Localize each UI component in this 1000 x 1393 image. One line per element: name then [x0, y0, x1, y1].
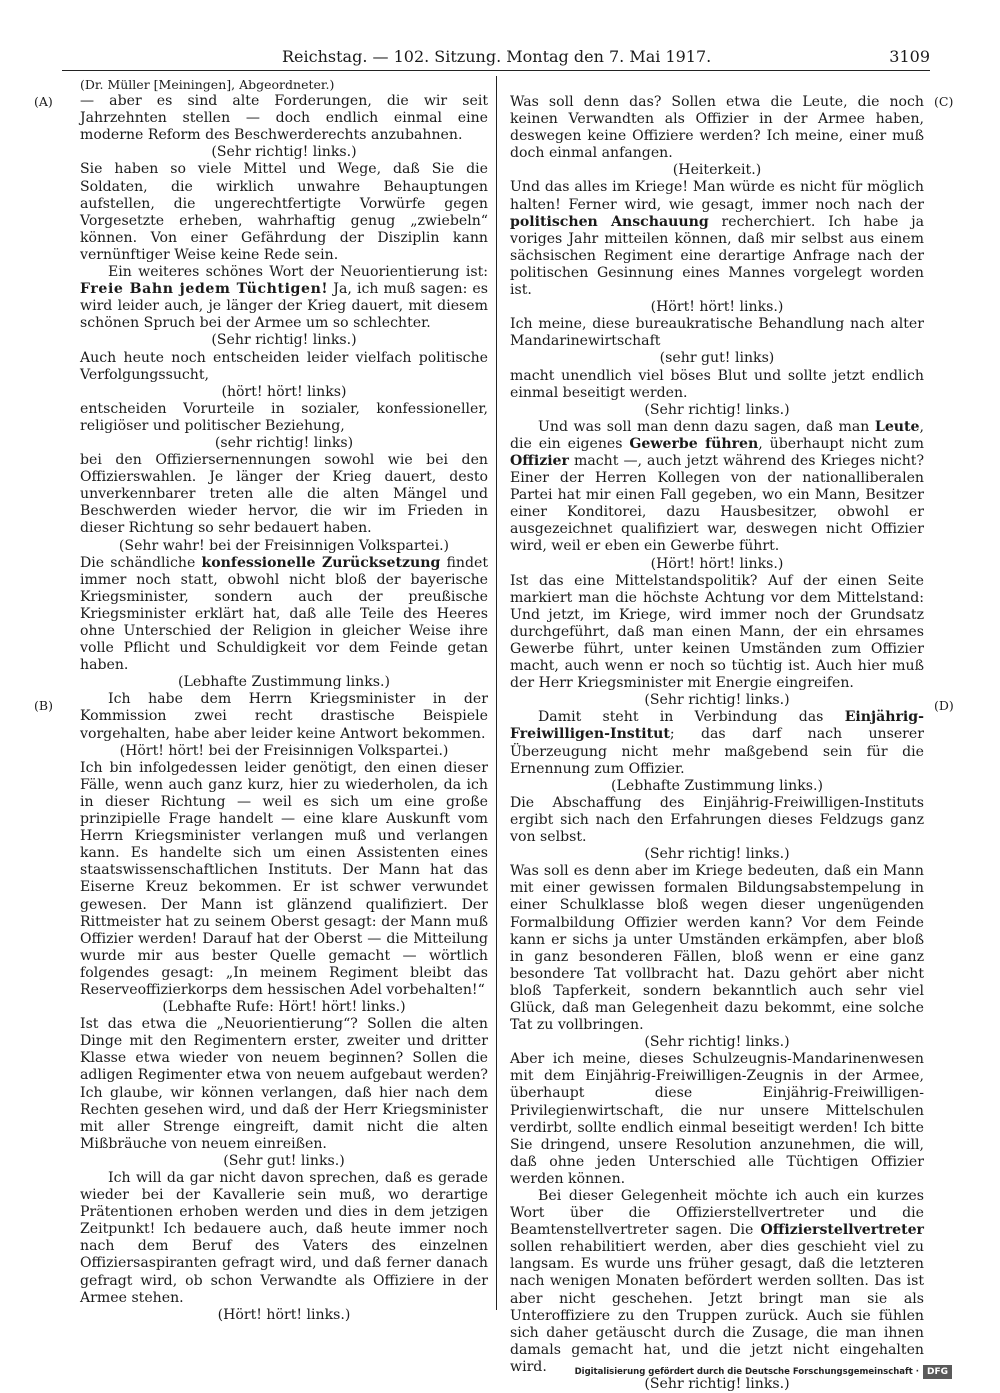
- text-run: Bei dieser Gelegenheit möchte ich auch ein kurzes Wort über die Offizierstellvertreter und die Beamtenstellvertreter sagen. Die: [510, 1188, 924, 1239]
- interjection: (Sehr richtig! links.): [211, 332, 357, 349]
- text-run: , die ein eigenes: [510, 418, 924, 452]
- paragraph: [510, 179, 924, 299]
- page-header: [62, 45, 930, 69]
- interjection: (Lebhafte Rufe: Hört! hört! links.): [162, 999, 406, 1016]
- text-run: Ja, ich muß sagen: es wird leider auch, je länger der Krieg dauert, mit diesem schönen Spruch bei der Armee um so schlechter.: [80, 281, 488, 332]
- emphasis-term: politischen Anschauung: [510, 213, 709, 230]
- interjection: (Lebhafte Zustimmung links.): [178, 674, 390, 691]
- paragraph: Aber ich meine, dieses Schulzeugnis-Mandarinenwesen mit dem Einjährig-Freiwilligen-Zeugnis in der Armee, überhaupt diese Einjährig-Freiwilligen-Privilegienwirtschaft, die nur unsere Mittelschulen verdirbt, sollte endlich einmal beseitigt werden! Ich bitte Sie dringend, unsere Resolution anzunehmen, die will, daß ohne jeden Unterschied alle Tüchtigen Offizier werden können.: [510, 1051, 924, 1187]
- interjection: (Sehr richtig! links.): [644, 692, 790, 709]
- text-run: Damit steht in Verbindung das: [538, 709, 845, 726]
- paragraph: [510, 709, 924, 777]
- interjection: (Sehr richtig! links.): [644, 1376, 790, 1393]
- paragraph: Die Abschaffung des Einjährig-Freiwilligen-Instituts ergibt sich nach den Erfahrungen dieses Feldzugs ganz von selbst.: [510, 794, 924, 846]
- interjection: (sehr gut! links): [659, 350, 775, 367]
- interjection: (Sehr richtig! links.): [644, 1034, 790, 1051]
- emphasis-term: konfessionelle Zurücksetzung: [201, 554, 441, 571]
- emphasis-term: Einjährig-Freiwilligen-Institut: [510, 709, 924, 743]
- emphasis-term: Leute: [874, 418, 920, 435]
- paragraph: [80, 555, 488, 675]
- text-run: recherchiert. Ich habe ja voriges Jahr mitteilen können, daß mir selbst aus einem sächsischen Regiment eine derartige Anfrage nach der politischen Gesinnung eines Mannes vorgelegt worden ist.: [510, 213, 924, 299]
- interjection: (sehr richtig! links): [214, 434, 354, 451]
- text-run: , überhaupt nicht zum: [758, 435, 924, 452]
- page-number: 3109: [889, 47, 930, 66]
- text-run: Ein weiteres schönes Wort der Neuorientierung ist:: [108, 264, 488, 281]
- dfg-logo: DFG: [923, 1365, 952, 1379]
- paragraph: bei den Offiziersernennungen sowohl wie bei den Offizierswahlen. Je länger der Krieg dauert, desto unverkennbarer treten alle die alten Mängel und Beschwerden wieder hervor, die wir im Frieden in dieser Richtung so sehr bedauert haben.: [80, 452, 488, 537]
- margin-marker-c: (C): [934, 94, 954, 109]
- interjection: (Hört! hört! links.): [650, 299, 784, 316]
- text-run: sollen rehabilitiert werden, aber dies geschieht viel zu langsam. Es wurde uns früher gesagt, daß die letzteren nach wenigen Monaten befördert werden sollten. Das ist aber nicht geschehen. Jetzt bringt man sie als Unteroffiziere zu den Truppen zurück. Auch sie fühlen sich daher getäuscht durch die Zusage, die man ihnen damals gemacht hat, und die jetzt nicht eingehalten wird.: [510, 1239, 924, 1375]
- paragraph: macht unendlich viel böses Blut und sollte jetzt endlich einmal beseitigt werden.: [510, 367, 924, 401]
- paragraph: entscheiden Vorurteile in sozialer, konfessioneller, religiöser und politischer Beziehung,: [80, 400, 488, 434]
- paragraph: [510, 1188, 924, 1376]
- text-run: macht —, auch jetzt während des Krieges nicht? Einer der Herren Kollegen von der nationalliberalen Partei hat mir einen Fall gegeben, wo ein Mann, Besitzer einer Konditorei, dazu Hausbesitzer, obwohl er ausgezeichnet qualifiziert war, deswegen nicht Offizier wird, weil er eben ein Gewerbe führt.: [510, 452, 924, 555]
- paragraph: [80, 264, 488, 332]
- column-divider: [496, 76, 497, 1310]
- emphasis-term: Gewerbe führen: [629, 435, 759, 452]
- right-column: [510, 94, 924, 1393]
- paragraph: Auch heute noch entscheiden leider vielfach politische Verfolgungssucht,: [80, 349, 488, 383]
- emphasis-term: Offizier: [510, 452, 569, 469]
- running-title: Reichstag. — 102. Sitzung. Montag den 7. Mai 1917.: [282, 47, 712, 66]
- text-run: Die schändliche: [80, 554, 202, 571]
- paragraph: Ich meine, diese bureaukratische Behandlung nach alter Mandarinewirtschaft: [510, 316, 924, 350]
- margin-marker-d: (D): [934, 698, 954, 713]
- text-run: Und das alles im Kriege! Man würde es nicht für möglich halten! Ferner wird, wie gesagt, immer noch nach der: [510, 179, 924, 213]
- paragraph: Ich will da gar nicht davon sprechen, daß es gerade wieder bei der Kavallerie sein muß, wo derartige Prätentionen erhoben werden und dies in dem jetzigen Zeitpunkt! Ich bedauere auch, daß heute immer noch nach dem Beruf des Vaters des einzelnen Offiziersaspiranten gefragt wird, und daß ferner danach gefragt wird, ob schon Verwandte als Offiziere in der Armee stehen.: [80, 1170, 488, 1306]
- interjection: (hört! hört! links): [221, 383, 347, 400]
- emphasis-slogan: Freie Bahn jedem Tüchtigen!: [80, 281, 329, 298]
- paragraph: Ich bin infolgedessen leider genötigt, den einen dieser Fälle, wenn auch ganz kurz, hier zu wiederholen, da ich in dieser Richtung — weil es sich um eine große prinzipielle Frage handelt — eine klare Auskunft vom Herrn Kriegsminister verlangen muß und verlangen kann. Es handelte sich um einen Assistenten eines staatswissenschaftlichen Instituts. Der Mann hat das Eiserne Kreuz bekommen. Er ist schwer verwundet gewesen. Der Mann ist glänzend qualifiziert. Der Rittmeister hat zu seinem Oberst gesagt: der Mann muß Offizier werden! Darauf hat der Oberst — die Mitteilung wurde mir aus bester Quelle gemacht — wörtlich folgendes gesagt: „In meinem Regiment bleibt das Reserveoffizierkorps dem hessischen Adel vorbehalten!“: [80, 759, 488, 998]
- margin-marker-b: (B): [34, 698, 53, 713]
- digitization-credit: [575, 1364, 952, 1380]
- interjection: (Hört! hört! links.): [650, 555, 784, 572]
- interjection: (Lebhafte Zustimmung links.): [611, 777, 823, 794]
- paragraph: Ist das eine Mittelstandspolitik? Auf der einen Seite markiert man die höchste Achtung vor dem Mittelstand: Und jetzt, im Kriege, wird immer noch der Grundsatz durchgeführt, daß man einen Mann, der ein ehrsames Gewerbe führt, unter keinen Umständen zum Offizier macht, auch wenn er noch so tüchtig ist. Auch hier muß der Herr Kriegsminister mit Energie eingreifen.: [510, 572, 924, 692]
- paragraph: Was soll es denn aber im Kriege bedeuten, daß ein Mann mit einer gewissen formalen Bildungsabstempelung in einer Schulklasse bloß wegen dieser ungenügenden Formalbildung Offizier werden kann? Vor dem Feinde kann er sichs ja unter Umständen erkämpfen, aber bloß in ganz besonderen Fällen, bloß wenn er eine ganz besondere Tat vollbracht hat. Dazu gehört aber nicht bloß Tapferkeit, sondern bekanntlich auch sehr viel Glück, daß man Gelegenheit dazu bekommt, eine solche Tat zu vollbringen.: [510, 863, 924, 1034]
- interjection: (Heiterkeit.): [672, 162, 762, 179]
- text-run: ; das darf nach unserer Überzeugung nicht mehr maßgebend sein für die Ernennung zum Offizier.: [510, 726, 924, 777]
- interjection: (Sehr richtig! links.): [644, 401, 790, 418]
- paragraph: [510, 419, 924, 556]
- paragraph: Was soll denn das? Sollen etwa die Leute, die noch keinen Verwandten als Offizier in der Armee haben, deswegen keine Offiziere werden? Ich meine, einer muß doch einmal anfangen.: [510, 94, 924, 162]
- interjection: (Sehr richtig! links.): [644, 846, 790, 863]
- interjection: (Hört! hört! bei der Freisinnigen Volkspartei.): [119, 742, 449, 759]
- text-run: findet immer noch statt, obwohl nicht bloß der bayerische Kriegsminister, sondern auch der preußische Kriegsminister erklärt hat, daß alle Teile des Heeres ohne Unterschied der Religion in gleicher Weise ihre volle Pflicht und Schuldigkeit vor dem Feinde getan haben.: [80, 554, 488, 674]
- interjection: (Sehr richtig! links.): [211, 144, 357, 161]
- paragraph: — aber es sind alte Forderungen, die wir seit Jahrzehnten stellen — doch endlich einmal eine moderne Reform des Beschwerderechts anzubahnen.: [80, 93, 488, 144]
- interjection: (Sehr gut! links.): [223, 1152, 345, 1169]
- credit-text: Digitalisierung gefördert durch die Deutsche Forschungsgemeinschaft ·: [574, 1367, 919, 1377]
- emphasis-term: Offizierstellvertreter: [760, 1222, 924, 1239]
- interjection: (Hört! hört! links.): [217, 1306, 351, 1323]
- header-rule: [62, 70, 930, 71]
- interjection: (Sehr wahr! bei der Freisinnigen Volkspartei.): [118, 537, 450, 554]
- paragraph: Ist das etwa die „Neuorientierung“? Sollen die alten Dinge mit den Regimentern erster, zweiter und dritter Klasse etwa wieder von neuem beginnen? Sollen die adligen Regimenter etwa von neuem aufgebaut werden? Ich glaube, wir können verlangen, daß hier nach dem Rechten gesehen wird, und daß der Herr Kriegsminister mit aller Strenge eingreift, damit nicht die alten Mißbräuche von neuem einreißen.: [80, 1016, 488, 1152]
- paragraph: Sie haben so viele Mittel und Wege, daß Sie die Soldaten, die wirklich unwahre Behauptungen aufstellen, die ungerechtfertigte Vorwürfe gegen Vorgesetzte erheben, wahrhaftig genug „zwiebeln“ können. Von einer Gefährdung der Disziplin kann vernünftiger Weise keine Rede sein.: [80, 161, 488, 263]
- left-column: [80, 76, 488, 1324]
- margin-marker-a: (A): [34, 94, 53, 109]
- speaker-label: (Dr. Müller [Meiningen], Abgeordneter.): [80, 77, 335, 92]
- text-run: Und was soll man denn dazu sagen, daß man: [538, 418, 875, 435]
- paragraph: Ich habe dem Herrn Kriegsminister in der Kommission zwei recht drastische Beispiele vorgehalten, habe aber leider keine Antwort bekommen.: [80, 691, 488, 742]
